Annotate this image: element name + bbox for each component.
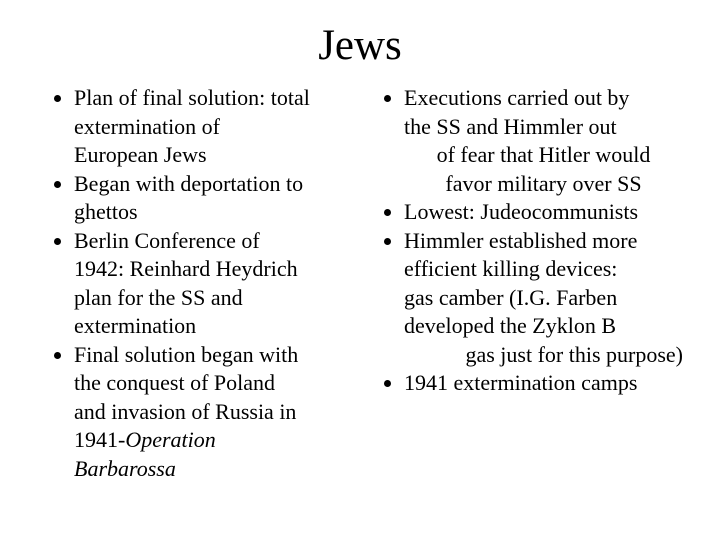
right-bullet-list [383, 84, 683, 398]
left-bullet-list [53, 84, 358, 483]
slide-title: Jews [318, 22, 402, 69]
bullet-item: Began with deportation to ghettos [53, 170, 358, 227]
bullet-item: Himmler established more efficient killing devices: gas camber (I.G. Farben developed the Zyklon B gas just for this purpose) [383, 227, 683, 370]
bullet-item: Lowest: Judeocommunists [383, 198, 683, 227]
bullet-item: Executions carried out by the SS and Himmler out of fear that Hitler would favor military over SS [383, 84, 683, 198]
bullet-item: Plan of final solution: total extermination of European Jews [53, 84, 358, 170]
bullet-item: 1941 extermination camps [383, 369, 683, 398]
bullet-item: Final solution began with the conquest of Poland and invasion of Russia in 1941-Operation Barbarossa [53, 341, 358, 484]
bullet-item: Berlin Conference of 1942: Reinhard Heydrich plan for the SS and extermination [53, 227, 358, 341]
